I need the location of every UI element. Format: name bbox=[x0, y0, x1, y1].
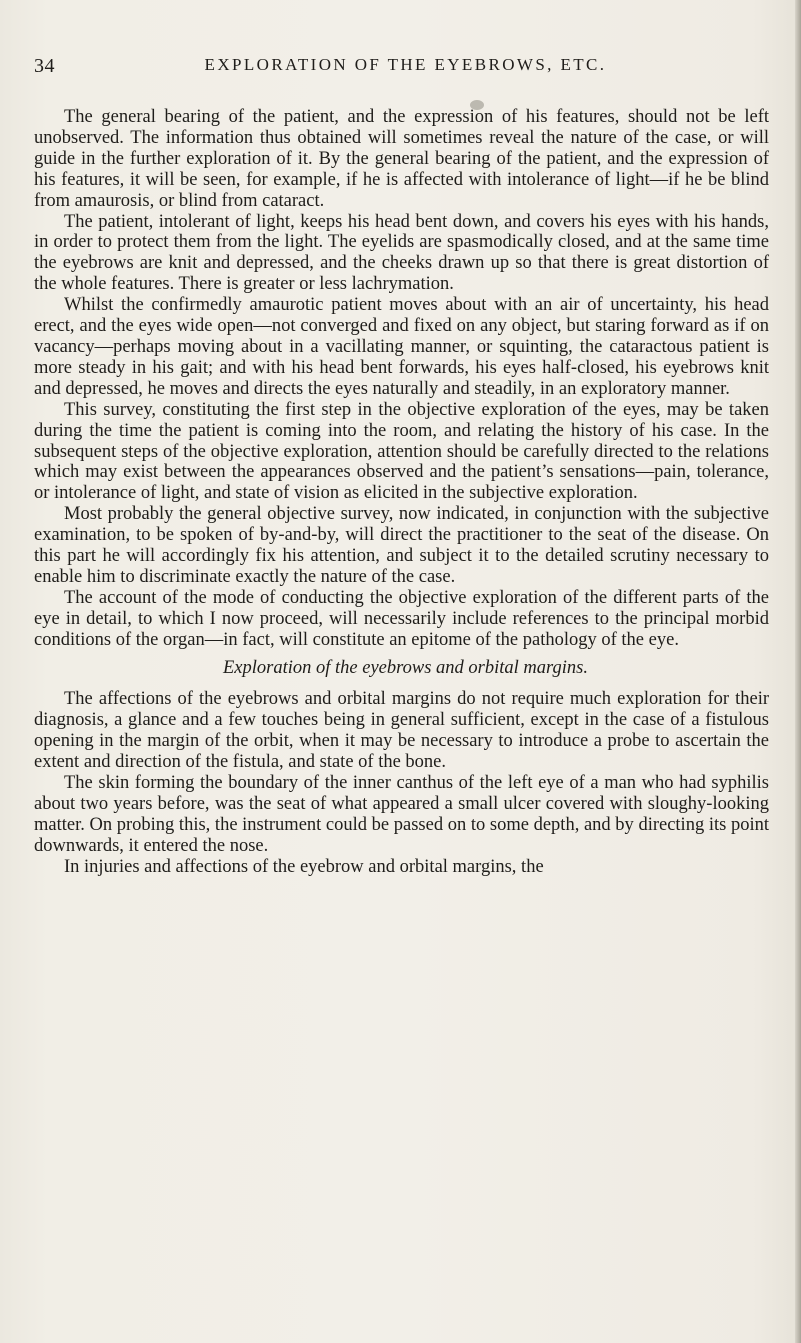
page-number: 34 bbox=[34, 55, 55, 77]
page-header bbox=[34, 55, 761, 83]
body-text bbox=[34, 107, 769, 878]
paragraph: Whilst the confirmedly amaurotic patient moves about with an air of uncertainty, his head erect, and the eyes wide open—not converged and fixed on any object, but staring forward as if on vacancy—perhaps moving about in a vacillating manner, or squinting, the cataractous patient is more steady in his gait; and with his head bent forwards, his eyes half-closed, his eyebrows knit and depressed, he moves and directs the eyes naturally and steadily, in an exploratory manner. bbox=[34, 295, 769, 399]
running-head: EXPLORATION OF THE EYEBROWS, ETC. bbox=[204, 55, 607, 74]
paragraph: The affections of the eyebrows and orbital margins do not require much exploration for their diagnosis, a glance and a few touches being in general sufficient, except in the case of a fistulous opening in the margin of the orbit, when it may be necessary to introduce a probe to ascertain the extent and direction of the fistula, and state of the bone. bbox=[34, 689, 769, 773]
page-edge-shadow bbox=[795, 0, 801, 1343]
paragraph: The general bearing of the patient, and the expression of his features, should not be left unobserved. The information thus obtained will sometimes reveal the nature of the case, or will guide in the further exploration of it. By the general bearing of the patient, and the expression of his features, it will be seen, for example, if he is affected with intolerance of light—if he be blind from amaurosis, or blind from cataract. bbox=[34, 107, 769, 211]
paragraph: This survey, constituting the first step in the objective exploration of the eyes, may be taken during the time the patient is coming into the room, and relating the history of his case. In the subsequent steps of the objective exploration, attention should be carefully directed to the relations which may exist between the appearances observed and the patient’s sensations—pain, tolerance, or intolerance of light, and state of vision as elicited in the subjective exploration. bbox=[34, 399, 769, 504]
paragraph: The patient, intolerant of light, keeps his head bent down, and covers his eyes with his hands, in order to protect them from the light. The eyelids are spasmodically closed, and at the same time the eyebrows are knit and depressed, and the cheeks drawn up so that there is great distortion of the whole features. There is greater or less lachrymation. bbox=[34, 211, 769, 295]
paragraph: The skin forming the boundary of the inner canthus of the left eye of a man who had syphilis about two years before, was the seat of what appeared a small ulcer covered with sloughy-looking matter. On probing this, the instrument could be passed on to some depth, and by directing its point downwards, it entered the nose. bbox=[34, 773, 769, 856]
paragraph: In injuries and affections of the eyebrow and orbital margins, the bbox=[64, 856, 544, 877]
section-subheading: Exploration of the eyebrows and orbital margins. bbox=[222, 657, 588, 678]
paragraph: Most probably the general objective survey, now indicated, in conjunction with the subjective examination, to be spoken of by-and-by, will direct the practitioner to the seat of the disease. On this part he will accordingly fix his attention, and subject it to the detailed scrutiny necessary to enable him to discriminate exactly the nature of the case. bbox=[34, 504, 769, 587]
paragraph: The account of the mode of conducting the objective exploration of the different parts of the eye in detail, to which I now proceed, will necessarily include references to the principal morbid conditions of the organ—in fact, will constitute an epitome of the pathology of the eye. bbox=[34, 587, 769, 650]
